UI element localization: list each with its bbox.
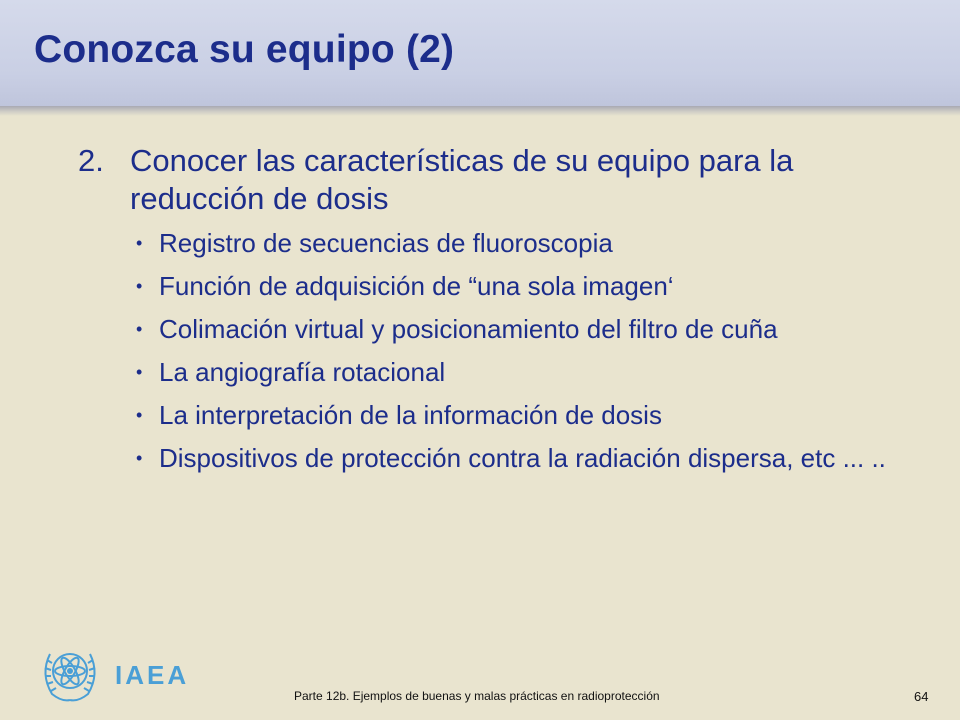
bullet-dot-icon: • — [136, 362, 143, 382]
bullet-dot-icon: • — [136, 448, 143, 468]
bullet-dot-icon: • — [136, 319, 143, 339]
bullet-item — [130, 357, 918, 388]
bullet-dot-icon: • — [136, 233, 143, 253]
bullet-dot-icon: • — [136, 405, 143, 425]
slide-content — [78, 142, 918, 486]
bullet-text: La angiografía rotacional — [159, 357, 446, 387]
bullet-text: Colimación virtual y posicionamiento del filtro de cuña — [159, 314, 778, 344]
iaea-logo-text: IAEA — [115, 660, 190, 690]
slide-title: Conozca su equipo (2) — [34, 28, 455, 71]
bullet-item — [130, 400, 918, 431]
bullet-text: Dispositivos de protección contra la radiación dispersa, etc ... .. — [159, 443, 886, 473]
bullet-text: Registro de secuencias de fluoroscopia — [159, 228, 613, 258]
main-point-number: 2. — [78, 143, 104, 178]
bullet-item — [130, 314, 918, 345]
bullet-dot-icon: • — [136, 276, 143, 296]
iaea-emblem-icon — [36, 640, 104, 706]
bullet-text: La interpretación de la información de dosis — [159, 400, 662, 430]
main-point — [78, 142, 918, 218]
main-point-text: Conocer las características de su equipo para la reducción de dosis — [130, 143, 794, 216]
title-bar-shadow — [0, 106, 960, 116]
bullet-item — [130, 443, 918, 474]
bullet-list — [78, 228, 918, 474]
page-number: 64 — [914, 689, 929, 704]
bullet-item — [130, 271, 918, 302]
footer-caption: Parte 12b. Ejemplos de buenas y malas prácticas en radioprotección — [294, 689, 660, 703]
bullet-item — [130, 228, 918, 259]
bullet-text: Función de adquisición de “una sola imagen‘ — [159, 271, 674, 301]
